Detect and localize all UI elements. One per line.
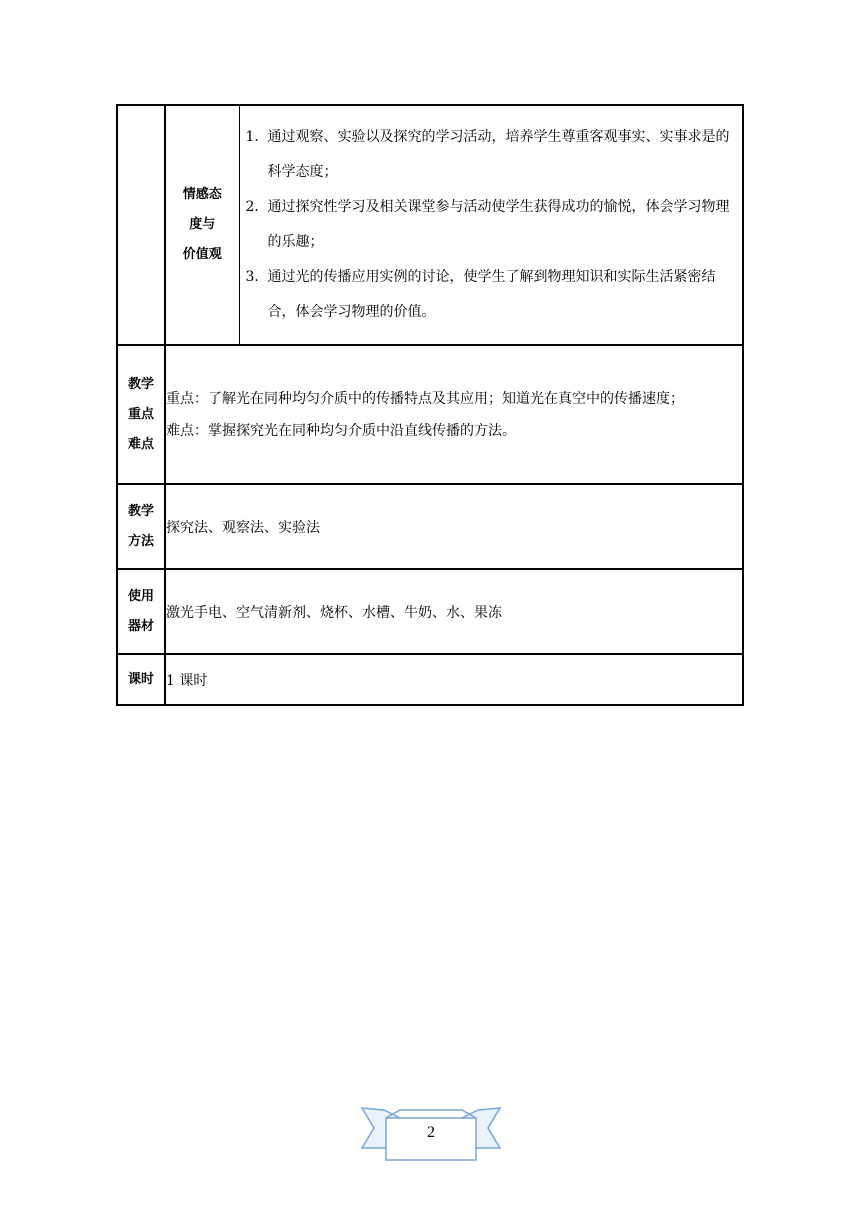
- duration-content: 1 课时: [165, 654, 743, 705]
- methods-label: 教学 方法: [117, 484, 165, 569]
- key-points-row: [117, 345, 743, 484]
- equipment-content: 激光手电、空气清新剂、烧杯、水槽、牛奶、水、果冻: [165, 569, 743, 654]
- duration-row: [117, 654, 743, 705]
- goal-item-3: 3． 通过光的传播应用实例的讨论，使学生了解到物理知识和实际生活紧密结合，体会学习物理的价值。: [245, 269, 716, 320]
- lesson-plan-table: [116, 104, 744, 706]
- attitude-goal-list: [240, 106, 743, 344]
- goal-item-1: 1． 通过观察、实验以及探究的学习活动，培养学生尊重客观事实、实事求是的科学态度；: [245, 129, 730, 180]
- goal-item-2: 2． 通过探究性学习及相关课堂参与活动使学生获得成功的愉悦，体会学习物理的乐趣；: [245, 199, 730, 250]
- equipment-label: 使用 器材: [117, 569, 165, 654]
- methods-row: [117, 484, 743, 569]
- difficult-point-line: 难点：掌握探究光在同种均匀介质中沿直线传播的方法。: [166, 422, 516, 439]
- page-number-badge: [360, 1104, 502, 1166]
- equipment-row: [117, 569, 743, 654]
- attitude-blank-cell: [117, 105, 165, 345]
- methods-content: 探究法、观察法、实验法: [165, 484, 743, 569]
- duration-label: 课时: [117, 654, 165, 705]
- attitude-row: [117, 105, 743, 345]
- page-number: 2: [427, 1124, 435, 1141]
- key-point-line: 重点：了解光在同种均匀介质中的传播特点及其应用；知道光在真空中的传播速度；: [166, 390, 684, 407]
- attitude-label: 情感态 度与 价值观: [165, 105, 239, 345]
- attitude-goals-cell: [239, 105, 743, 345]
- key-points-label: 教学 重点 难点: [117, 345, 165, 484]
- key-points-content: [165, 345, 743, 484]
